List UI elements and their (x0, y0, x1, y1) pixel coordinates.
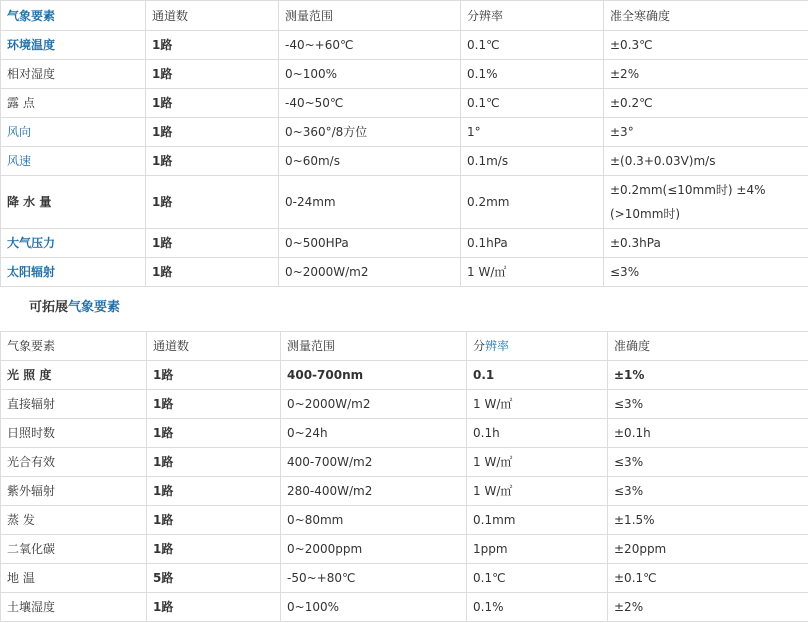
range-cell: 400-700W/m2 (281, 448, 467, 477)
header-range: 测量范围 (281, 332, 467, 361)
element-name: 二氧化碳 (1, 535, 147, 564)
channels-cell: 1路 (146, 147, 279, 176)
resolution-cell: 1 W/㎡ (467, 390, 608, 419)
main-spec-table (0, 0, 808, 287)
accuracy-cell: ±0.2℃ (604, 89, 808, 118)
resolution-cell: 1ppm (467, 535, 608, 564)
header-resolution: 分辨率 (461, 1, 604, 31)
channels-cell: 1路 (147, 477, 281, 506)
range-cell: 0~360°/8方位 (279, 118, 461, 147)
resolution-cell: 0.1℃ (461, 31, 604, 60)
table-row (1, 564, 808, 593)
resolution-cell: 0.1 (467, 361, 608, 390)
channels-cell: 1路 (146, 31, 279, 60)
channels-cell: 1路 (147, 506, 281, 535)
channels-cell: 1路 (146, 60, 279, 89)
element-name: 环境温度 (1, 31, 146, 60)
channels-cell: 1路 (146, 118, 279, 147)
channels-cell: 1路 (147, 419, 281, 448)
range-cell: 0~2000W/m2 (281, 390, 467, 419)
resolution-cell: 1° (461, 118, 604, 147)
table-header-row (1, 332, 808, 361)
header-range: 测量范围 (279, 1, 461, 31)
range-cell: -40~50℃ (279, 89, 461, 118)
table-row (1, 118, 808, 147)
resolution-cell: 0.1m/s (461, 147, 604, 176)
table-row (1, 593, 808, 622)
resolution-cell: 0.1h (467, 419, 608, 448)
range-cell: -40~+60℃ (279, 31, 461, 60)
accuracy-cell: ±0.1h (608, 419, 808, 448)
accuracy-cell: ±(0.3+0.03V)m/s (604, 147, 808, 176)
header-resolution (467, 332, 608, 361)
element-name: 紫外辐射 (1, 477, 147, 506)
extension-spec-table (0, 331, 808, 622)
range-cell: 0~24h (281, 419, 467, 448)
resolution-cell: 0.1℃ (461, 89, 604, 118)
table-row (1, 147, 808, 176)
element-name: 蒸 发 (1, 506, 147, 535)
accuracy-cell: ±0.3hPa (604, 229, 808, 258)
channels-cell: 1路 (147, 390, 281, 419)
channels-cell: 1路 (146, 229, 279, 258)
channels-cell: 1路 (147, 448, 281, 477)
table-row (1, 448, 808, 477)
table-row (1, 89, 808, 118)
range-cell: 0~500HPa (279, 229, 461, 258)
accuracy-cell: ≤3% (608, 390, 808, 419)
extension-title-link[interactable]: 气象要素 (68, 300, 121, 315)
element-name: 露 点 (1, 89, 146, 118)
accuracy-cell: ±1% (608, 361, 808, 390)
table-row (1, 477, 808, 506)
table-row (1, 419, 808, 448)
resolution-cell: 0.1% (461, 60, 604, 89)
accuracy-cell: ±2% (604, 60, 808, 89)
table-row (1, 229, 808, 258)
accuracy-cell: ±0.1℃ (608, 564, 808, 593)
range-cell: 0~2000ppm (281, 535, 467, 564)
resolution-cell: 0.1℃ (467, 564, 608, 593)
element-name: 土壤湿度 (1, 593, 147, 622)
element-name: 光合有效 (1, 448, 147, 477)
channels-cell: 1路 (146, 258, 279, 287)
resolution-cell: 1 W/㎡ (461, 258, 604, 287)
header-resolution-prefix: 分 (473, 339, 486, 353)
element-name: 日照时数 (1, 419, 147, 448)
element-name: 太阳辐射 (1, 258, 146, 287)
channels-cell: 1路 (147, 535, 281, 564)
table-row (1, 176, 808, 229)
resolution-cell: 0.1mm (467, 506, 608, 535)
element-name: 光 照 度 (1, 361, 147, 390)
extension-title-prefix: 可拓展 (29, 300, 69, 315)
range-cell: 0~100% (279, 60, 461, 89)
range-cell: 400-700nm (281, 361, 467, 390)
resolution-cell: 1 W/㎡ (467, 448, 608, 477)
table-row (1, 506, 808, 535)
table-row (1, 535, 808, 564)
header-accuracy: 准全寒确度 (604, 1, 808, 31)
range-cell: 0~80mm (281, 506, 467, 535)
element-name: 地 温 (1, 564, 147, 593)
table-header-row (1, 1, 808, 31)
header-element: 气象要素 (1, 332, 147, 361)
extension-section-title (29, 296, 120, 315)
accuracy-cell: ≤3% (608, 448, 808, 477)
channels-cell: 5路 (147, 564, 281, 593)
element-name: 大气压力 (1, 229, 146, 258)
accuracy-cell: ±2% (608, 593, 808, 622)
accuracy-cell: ±0.2mm(≤10mm时) ±4%(>10mm时) (604, 176, 808, 229)
range-cell: 0~60m/s (279, 147, 461, 176)
resolution-cell: 0.1hPa (461, 229, 604, 258)
header-element: 气象要素 (1, 1, 146, 31)
channels-cell: 1路 (146, 176, 279, 229)
channels-cell: 1路 (147, 361, 281, 390)
accuracy-cell: ±1.5% (608, 506, 808, 535)
accuracy-cell: ±3° (604, 118, 808, 147)
resolution-cell: 0.2mm (461, 176, 604, 229)
resolution-cell: 0.1% (467, 593, 608, 622)
range-cell: 0~100% (281, 593, 467, 622)
element-name: 风向 (1, 118, 146, 147)
accuracy-cell: ±20ppm (608, 535, 808, 564)
channels-cell: 1路 (147, 593, 281, 622)
channels-cell: 1路 (146, 89, 279, 118)
resolution-cell: 1 W/㎡ (467, 477, 608, 506)
range-cell: 280-400W/m2 (281, 477, 467, 506)
range-cell: 0-24mm (279, 176, 461, 229)
header-channels: 通道数 (147, 332, 281, 361)
element-name: 风速 (1, 147, 146, 176)
table-row (1, 390, 808, 419)
header-accuracy: 准确度 (608, 332, 808, 361)
table-row (1, 258, 808, 287)
header-channels: 通道数 (146, 1, 279, 31)
range-cell: -50~+80℃ (281, 564, 467, 593)
accuracy-cell: ≤3% (604, 258, 808, 287)
range-cell: 0~2000W/m2 (279, 258, 461, 287)
element-name: 相对湿度 (1, 60, 146, 89)
table-row (1, 31, 808, 60)
header-resolution-link[interactable]: 辨率 (485, 339, 510, 353)
accuracy-cell: ≤3% (608, 477, 808, 506)
table-row (1, 361, 808, 390)
element-name: 直接辐射 (1, 390, 147, 419)
table-row (1, 60, 808, 89)
element-name: 降 水 量 (1, 176, 146, 229)
accuracy-cell: ±0.3℃ (604, 31, 808, 60)
